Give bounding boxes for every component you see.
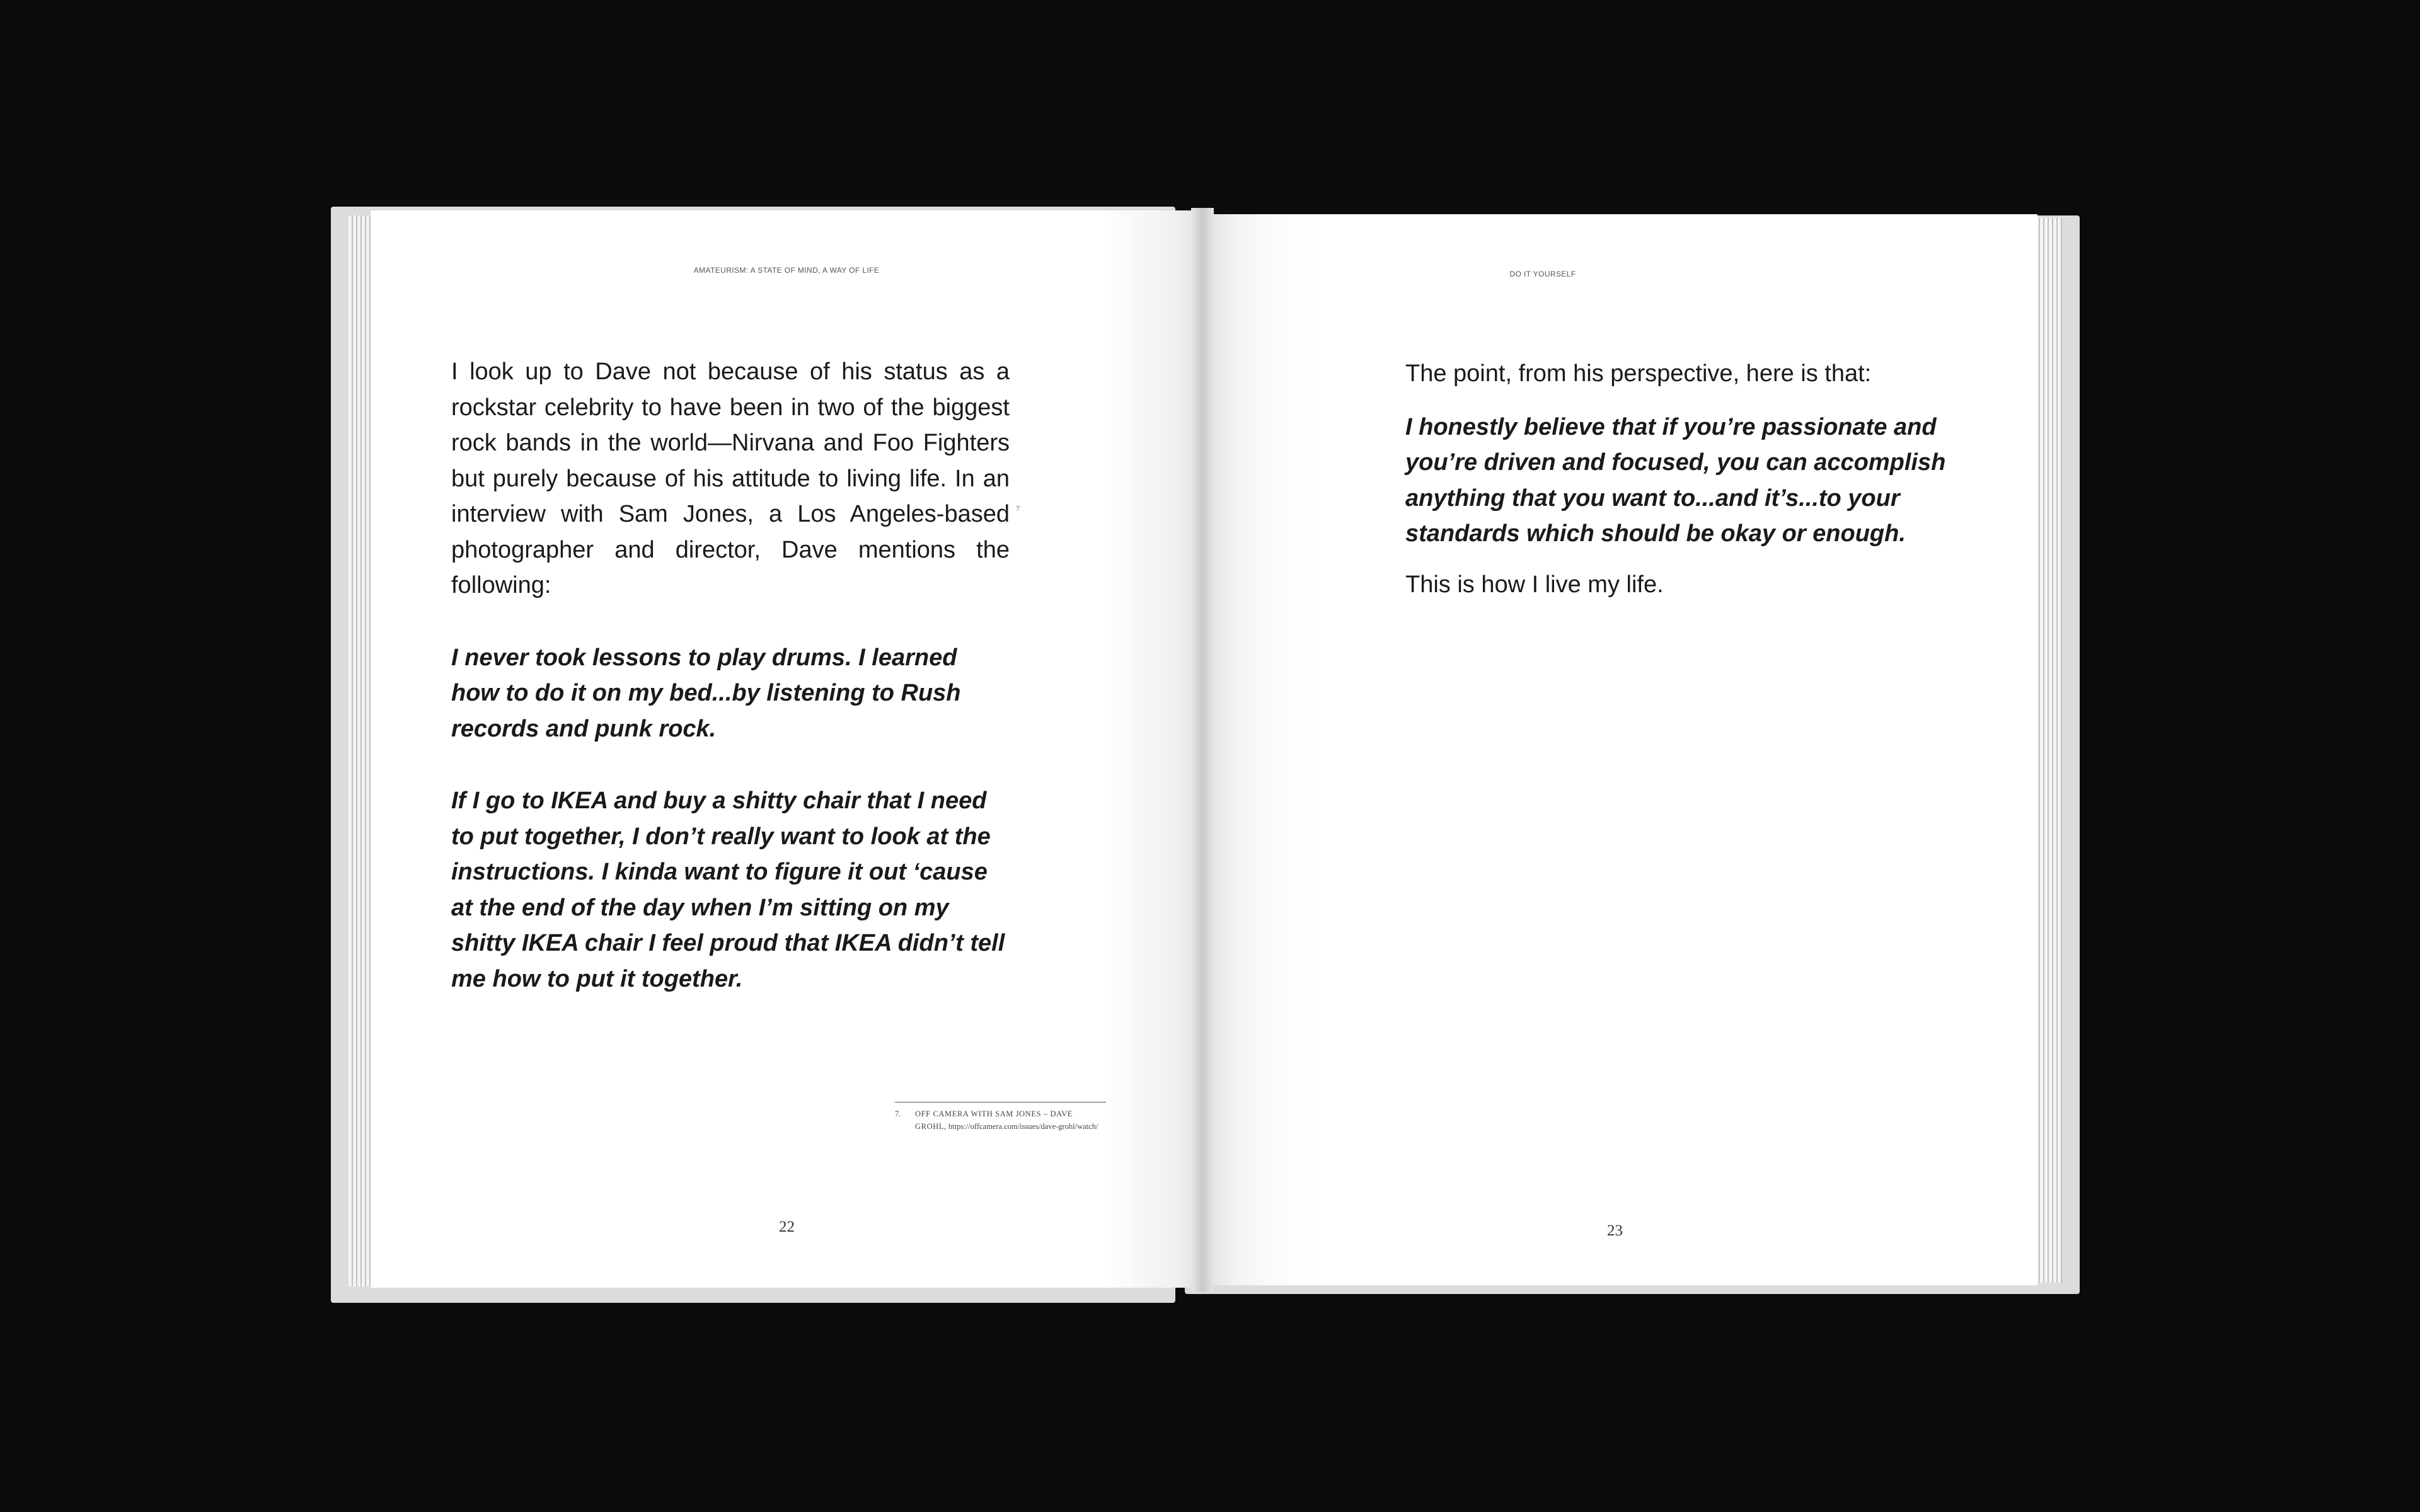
page-number-right: 23: [1607, 1222, 1623, 1239]
intro-paragraph: I look up to Dave not because of his status as a rockstar celebrity to have been in two of the biggest rock bands in the world—Nirvana and Foo Fighters but purely because of his attitude to living life. In an interview with Sam Jones, a Los Angeles-based photographer and director, Dave mentions the following:: [451, 358, 1010, 598]
right-page-body: [1405, 356, 1966, 602]
footnote-text: [915, 1108, 1106, 1133]
right-page: [1202, 214, 2037, 1285]
quote-ikea: If I go to IKEA and buy a shitty chair that I need to put together, I don’t really want to look at the instructions. I kinda want to figure it out ‘cause at the end of the day when I’m sitting on my shitty IKEA chair I feel proud that IKEA didn’t tell me how to put it together.: [451, 788, 1005, 992]
footnote-title: OFF CAMERA WITH SAM JONES – DAVE GROHL,: [915, 1109, 1073, 1131]
point-paragraph: The point, from his perspective, here is that:: [1405, 360, 1872, 387]
book-gutter: [1191, 208, 1214, 1292]
quote-drums: I never took lessons to play drums. I learned how to do it on my bed...by listening to Rush records and punk rock.: [451, 644, 961, 742]
footnote-marker: 7: [1016, 504, 1020, 513]
page-edges-left: [349, 215, 372, 1286]
quote-passionate: I honestly believe that if you’re passionate and you’re driven and focused, you can accomplish anything that you want to...and it’s...to your standards which should be okay or enough.: [1405, 413, 1946, 547]
page-number-left: 22: [779, 1218, 795, 1235]
footnote: [895, 1102, 1106, 1133]
left-page: [371, 210, 1202, 1288]
footnote-url: https://offcamera.com/issues/dave-grohl/watch/: [948, 1122, 1098, 1131]
footnote-number: 7.: [895, 1109, 901, 1118]
closing-paragraph: This is how I live my life.: [1405, 571, 1664, 598]
running-head-left: AMATEURISM: A STATE OF MIND, A WAY OF LIFE: [693, 266, 880, 275]
page-edges-right: [2036, 218, 2062, 1283]
running-head-right: DO IT YOURSELF: [1509, 270, 1576, 278]
left-page-body: [451, 354, 1010, 997]
